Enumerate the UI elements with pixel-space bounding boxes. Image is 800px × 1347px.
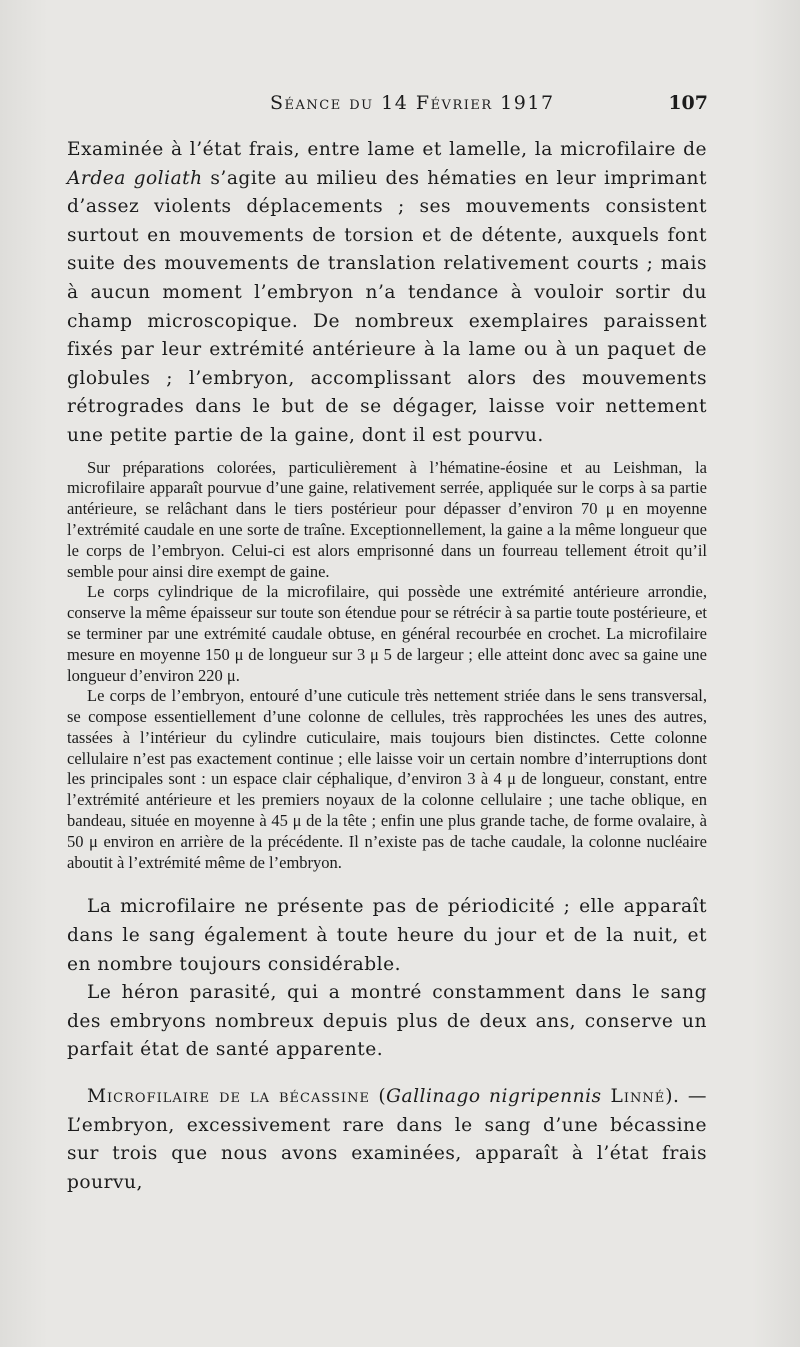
species-name-ardea-goliath: Ardea goliath bbox=[67, 167, 203, 189]
paragraph-rest: s’agite au milieu des hématies en leur imprimant d’assez violents déplacements ; ses mouvements consistent surtout en mouvements de torsion et de détente, auxquels font suite des mouvements de translation relativement courts ; mais à aucun moment l’embryon n’a tendance à vouloir sortir du champ microscopique. De nombreux exemplaires paraissent fixés par leur extrémité antérieure à la lame ou à un paquet de globules ; l’embryon, accomplissant alors des mouvements rétrogrades dans le but de se dégager, laisse voir nettement une petite partie de la gaine, dont il est pourvu. bbox=[67, 167, 707, 446]
section-snipe-microfilaria bbox=[67, 1083, 707, 1197]
page-number: 107 bbox=[668, 92, 708, 114]
paragraph-cell-column: Le corps de l’embryon, entouré d’une cuticule très nettement striée dans le sens transversal, se compose essentiellement d’une colonne de cellules, très rapprochées les unes des autres, tassées à l’intérieur du cylindre cuticulaire, mais toujours bien distinctes. Cette colonne cellulaire n’est pas exactement continue ; elle laisse voir un certain nombre d’interruptions dont les principales sont : un espace clair céphalique, d’environ 3 à 4 μ de longueur, constant, entre l’extrémité antérieure et les premiers noyaux de la colonne cellulaire ; une tache oblique, en bandeau, située en moyenne à 45 μ de la tête ; enfin une plus grande tache, de forme ovalaire, à 50 μ environ en arrière de la précédente. Il n’existe pas de tache caudale, la colonne nucléaire aboutit à l’extrémité même de l’embryon. bbox=[67, 686, 707, 872]
paragraph-intro: Examinée à l’état frais, entre lame et lamelle, la microfilaire de bbox=[67, 139, 707, 160]
page-header bbox=[68, 92, 708, 122]
paragraph-heron-health: Le héron parasité, qui a montré constamment dans le sang des embryons nombreux depuis plus de deux ans, conserve un parfait état de santé apparente. bbox=[67, 982, 707, 1061]
open-paren: ( bbox=[369, 1086, 387, 1108]
section-text: L’embryon, excessivement rare dans le sang d’une bécassine sur trois que nous avons examinées, apparaît à l’état frais pourvu, bbox=[67, 1114, 707, 1193]
paragraph-stained-preparations: Sur préparations colorées, particulièrement à l’hématine-éosine et au Leishman, la microfilaire apparaît pourvue d’une gaine, relativement serrée, appliquée sur le corps à sa partie antérieure, se relâchant dans le tiers postérieur pour dépasser d’environ 70 μ en moyenne l’extrémité caudale en une sorte de traîne. Exceptionnellement, la gaine a la même longueur que le corps de l’embryon. Celui-ci est alors emprisonné dans un fourreau tellement étroit qu’il semble pour ainsi dire exempt de gaine. bbox=[67, 457, 707, 581]
section-heading: Microfilaire de la bécassine bbox=[87, 1086, 370, 1108]
running-title: Séance du 14 Février 1917 bbox=[270, 92, 555, 114]
paragraph-body-shape: Le corps cylindrique de la microfilaire, qui possède une extrémité antérieure arrondie, conserve la même épaisseur sur toute son étendue pour se rétrécir à sa partie toute postérieure, et se terminer par une extrémité caudale obtuse, en général recourbée en crochet. La microfilaire mesure en moyenne 150 μ de longueur sur 3 μ 5 de largeur ; elle atteint donc avec sa gaine une longueur d’environ 220 μ. bbox=[67, 582, 707, 685]
paragraph-fresh-examination bbox=[67, 136, 707, 451]
species-name-gallinago: Gallinago nigripennis bbox=[386, 1086, 602, 1108]
body-text bbox=[67, 136, 707, 1197]
close-paren-dash: ). — bbox=[665, 1086, 707, 1108]
species-author: Linné bbox=[601, 1086, 666, 1108]
paragraph-periodicity: La microfilaire ne présente pas de périodicité ; elle apparaît dans le sang également à toute heure du jour et de la nuit, et en nombre toujours considérable. bbox=[67, 896, 707, 975]
